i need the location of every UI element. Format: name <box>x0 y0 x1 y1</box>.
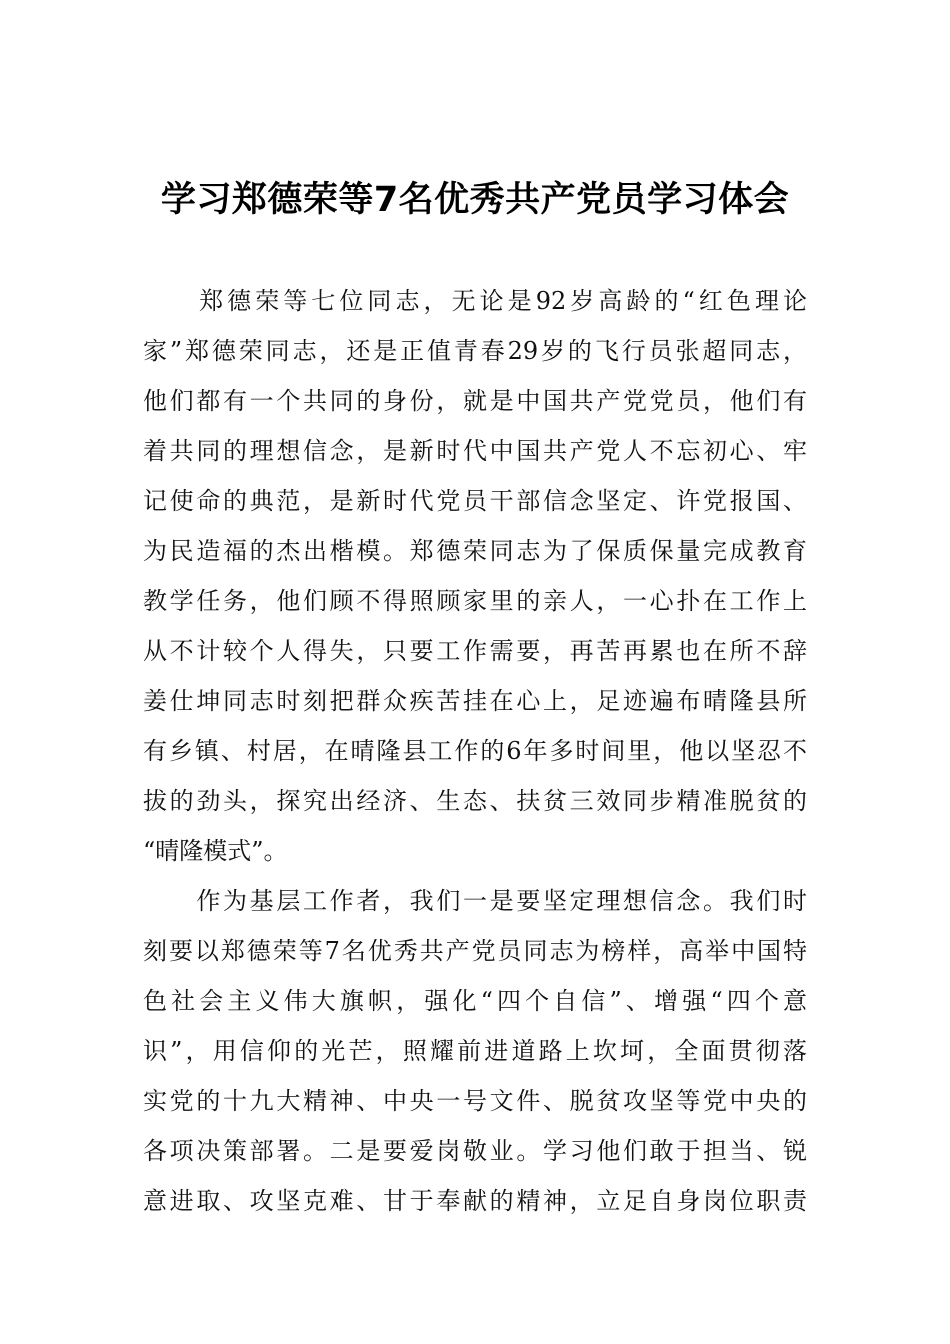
text-line: 意进取、攻坚克难、甘于奉献的精神，立足自身岗位职责 <box>143 1187 807 1215</box>
text-line: 家”郑德荣同志，还是正值青春29岁的飞行员张超同志， <box>143 337 807 365</box>
document-title: 学习郑德荣等7名优秀共产党员学习体会 <box>160 180 790 220</box>
text-line: 着共同的理想信念，是新时代中国共产党人不忘初心、牢 <box>143 437 807 465</box>
text-line: 识”，用信仰的光芒，照耀前进道路上坎坷，全面贯彻落 <box>143 1037 807 1065</box>
text-line: 姜仕坤同志时刻把群众疾苦挂在心上，足迹遍布晴隆县所 <box>143 687 807 715</box>
text-line: 从不计较个人得失，只要工作需要，再苦再累也在所不辞 <box>143 637 807 665</box>
text-line: 各项决策部署。二是要爱岗敬业。学习他们敢于担当、锐 <box>143 1137 807 1165</box>
text-line: 教学任务，他们顾不得照顾家里的亲人，一心扑在工作上 <box>143 587 807 615</box>
text-line: 实党的十九大精神、中央一号文件、脱贫攻坚等党中央的 <box>143 1087 807 1115</box>
text-line: 拔的劲头，探究出经济、生态、扶贫三效同步精准脱贫的 <box>143 787 807 815</box>
text-line: 郑德荣等七位同志，无论是92岁高龄的“红色理论 <box>143 287 807 315</box>
paragraph-1 <box>143 276 807 876</box>
text-line: 他们都有一个共同的身份，就是中国共产党党员，他们有 <box>143 387 807 415</box>
paragraph-2 <box>143 876 807 1226</box>
text-line: 作为基层工作者，我们一是要坚定理想信念。我们时 <box>143 887 807 915</box>
text-line: 记使命的典范，是新时代党员干部信念坚定、许党报国、 <box>143 487 807 515</box>
text-line: 色社会主义伟大旗帜，强化“四个自信”、增强“四个意 <box>143 987 807 1015</box>
text-line: 为民造福的杰出楷模。郑德荣同志为了保质保量完成教育 <box>143 537 807 565</box>
text-line: 有乡镇、村居，在晴隆县工作的6年多时间里，他以坚忍不 <box>143 737 807 765</box>
text-line: 刻要以郑德荣等7名优秀共产党员同志为榜样，高举中国特 <box>143 937 807 965</box>
text-line: “晴隆模式”。 <box>143 837 288 865</box>
